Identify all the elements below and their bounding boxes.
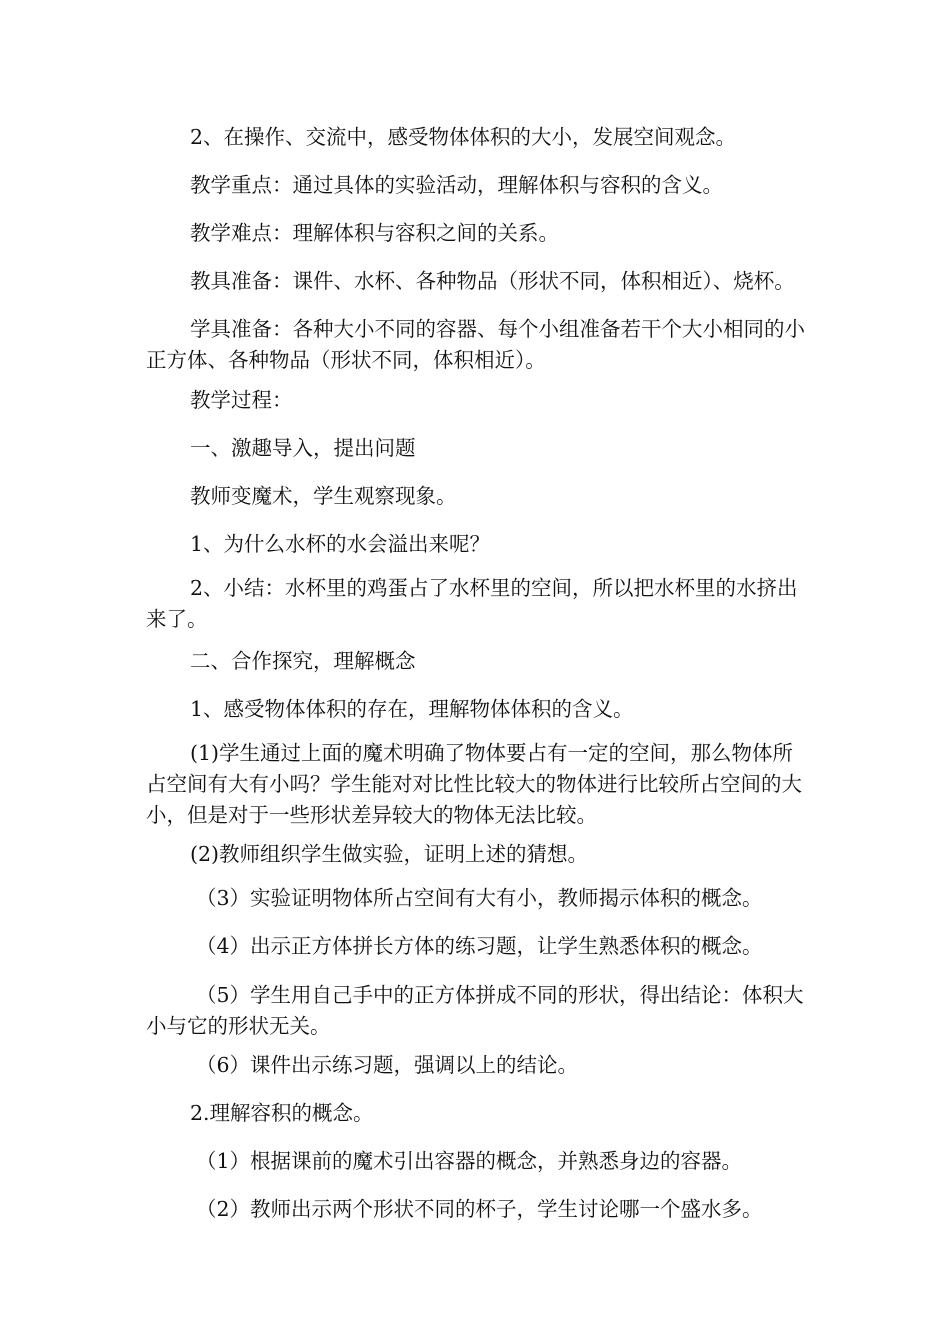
paragraph-objective-2: 2、在操作、交流中，感受物体体积的大小，发展空间观念。 xyxy=(190,125,737,149)
paragraph-teaching-aids: 教具准备：课件、水杯、各种物品（形状不同，体积相近）、烧杯。 xyxy=(190,269,795,293)
paragraph-magic: 教师变魔术，学生观察现象。 xyxy=(190,484,457,508)
paragraph-capacity-2: （2）教师出示两个形状不同的杯子，学生讨论哪一个盛水多。 xyxy=(196,1197,763,1221)
paragraph-step-5: （5）学生用自己手中的正方体拼成不同的形状，得出结论：体积大小与它的形状无关。 xyxy=(146,983,804,1038)
paragraph-step-3: （3）实验证明物体所占空间有大有小，教师揭示体积的概念。 xyxy=(196,886,763,910)
paragraph-process-heading: 教学过程： xyxy=(190,388,293,412)
paragraph-step-6: （6）课件出示练习题，强调以上的结论。 xyxy=(196,1053,579,1077)
paragraph-capacity-heading: 2.理解容积的概念。 xyxy=(190,1101,374,1125)
paragraph-step-2: (2)教师组织学生做实验，证明上述的猜想。 xyxy=(190,842,589,866)
paragraph-capacity-1: （1）根据课前的魔术引出容器的概念，并熟悉身边的容器。 xyxy=(196,1149,743,1173)
section-heading-1: 一、激趣导入，提出问题 xyxy=(190,436,416,460)
paragraph-step-4: （4）出示正方体拼长方体的练习题，让学生熟悉体积的概念。 xyxy=(196,934,763,958)
section-heading-2: 二、合作探究，理解概念 xyxy=(190,649,416,673)
paragraph-step-1: (1)学生通过上面的魔术明确了物体要占有一定的空间，那么物体所占空间有大有小吗？学生能对对比性比较大的物体进行比较所占空间的大小，但是对于一些形状差异较大的物体无法比较。 xyxy=(146,741,802,827)
paragraph-volume-intro: 1、感受物体体积的存在，理解物体体积的含义。 xyxy=(190,697,634,721)
paragraph-difficulty: 教学难点：理解体积与容积之间的关系。 xyxy=(190,221,559,245)
paragraph-key-point: 教学重点：通过具体的实验活动，理解体积与容积的含义。 xyxy=(190,173,723,197)
paragraph-learning-aids: 学具准备：各种大小不同的容器、每个小组准备若干个大小相同的小正方体、各种物品（形状不同，体积相近）。 xyxy=(146,317,805,372)
paragraph-summary-2: 2、小结：水杯里的鸡蛋占了水杯里的空间，所以把水杯里的水挤出来了。 xyxy=(146,576,798,631)
paragraph-question-1: 1、为什么水杯的水会溢出来呢？ xyxy=(190,532,491,556)
